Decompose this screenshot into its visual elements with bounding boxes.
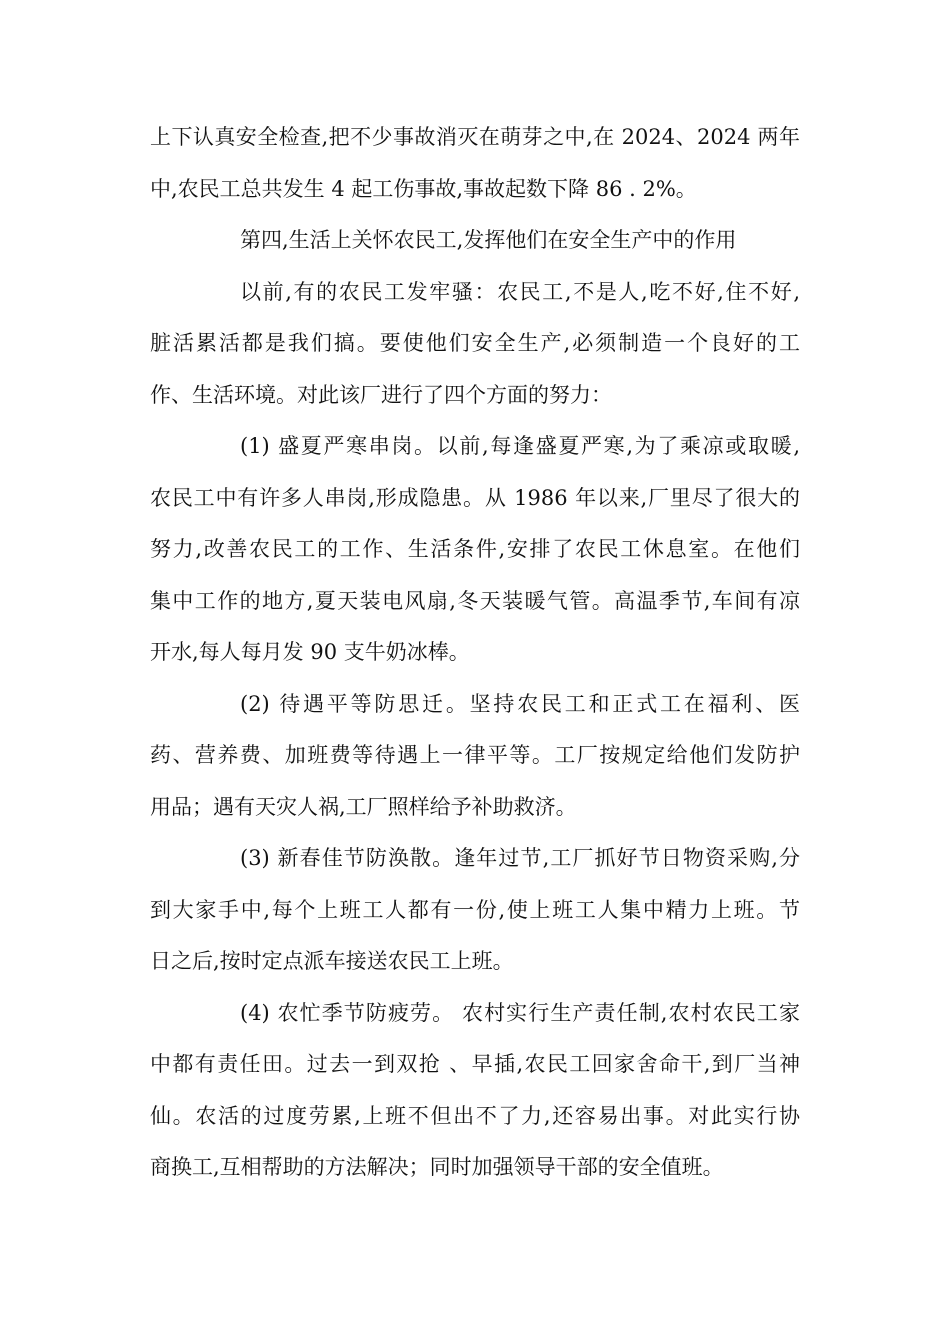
text-line: (4) 农忙季节防疲劳。 农村实行生产责任制,农村农民工家 xyxy=(240,1000,800,1025)
text-line: 日之后,按时定点派车接送农民工上班。 xyxy=(150,949,514,973)
text-line: 商换工,互相帮助的方法解决；同时加强领导干部的安全值班。 xyxy=(150,1155,724,1179)
text-line: 农民工中有许多人串岗,形成隐患。从 1986 年以来,厂里尽了很大的 xyxy=(150,485,800,510)
text-line: 努力,改善农民工的工作、生活条件,安排了农民工休息室。在他们 xyxy=(150,537,800,561)
text-line: 以前,有的农民工发牢骚：农民工,不是人,吃不好,住不好, xyxy=(240,279,800,304)
text-line: 开水,每人每月发 90 支牛奶冰棒。 xyxy=(150,640,470,664)
body-text xyxy=(150,112,800,1194)
text-line: 到大家手中,每个上班工人都有一份,使上班工人集中精力上班。节 xyxy=(150,897,800,922)
text-line: 仙。农活的过度劳累,上班不但出不了力,还容易出事。对此实行协 xyxy=(150,1103,800,1128)
text-line: 第四,生活上关怀农民工,发挥他们在安全生产中的作用 xyxy=(240,228,737,252)
text-line: (3) 新春佳节防涣散。逢年过节,工厂抓好节日物资采购,分 xyxy=(240,846,800,870)
text-line: 脏活累活都是我们搞。要使他们安全生产,必须制造一个良好的工 xyxy=(150,331,800,355)
text-line: 中,农民工总共发生 4 起工伤事故,事故起数下降 86 . 2%。 xyxy=(150,176,697,201)
text-line: 作、生活环境。对此该厂进行了四个方面的努力： xyxy=(150,382,612,407)
text-line: 用品；遇有天灾人祸,工厂照样给予补助救济。 xyxy=(150,794,577,819)
text-line: 药、营养费、加班费等待遇上一律平等。工厂按规定给他们发防护 xyxy=(150,743,800,767)
text-line: 上下认真安全检查,把不少事故消灭在萌芽之中,在 2024、2024 两年 xyxy=(150,125,800,149)
text-line: (2) 待遇平等防思迁。坚持农民工和正式工在福利、医 xyxy=(240,691,800,716)
text-line: (1) 盛夏严寒串岗。以前,每逢盛夏严寒,为了乘凉或取暖, xyxy=(240,434,800,458)
text-line: 中都有责任田。过去一到双抢 、早插,农民工回家舍命干,到厂当神 xyxy=(150,1052,800,1076)
text-line: 集中工作的地方,夏天装电风扇,冬天装暖气管。高温季节,车间有凉 xyxy=(150,588,800,613)
